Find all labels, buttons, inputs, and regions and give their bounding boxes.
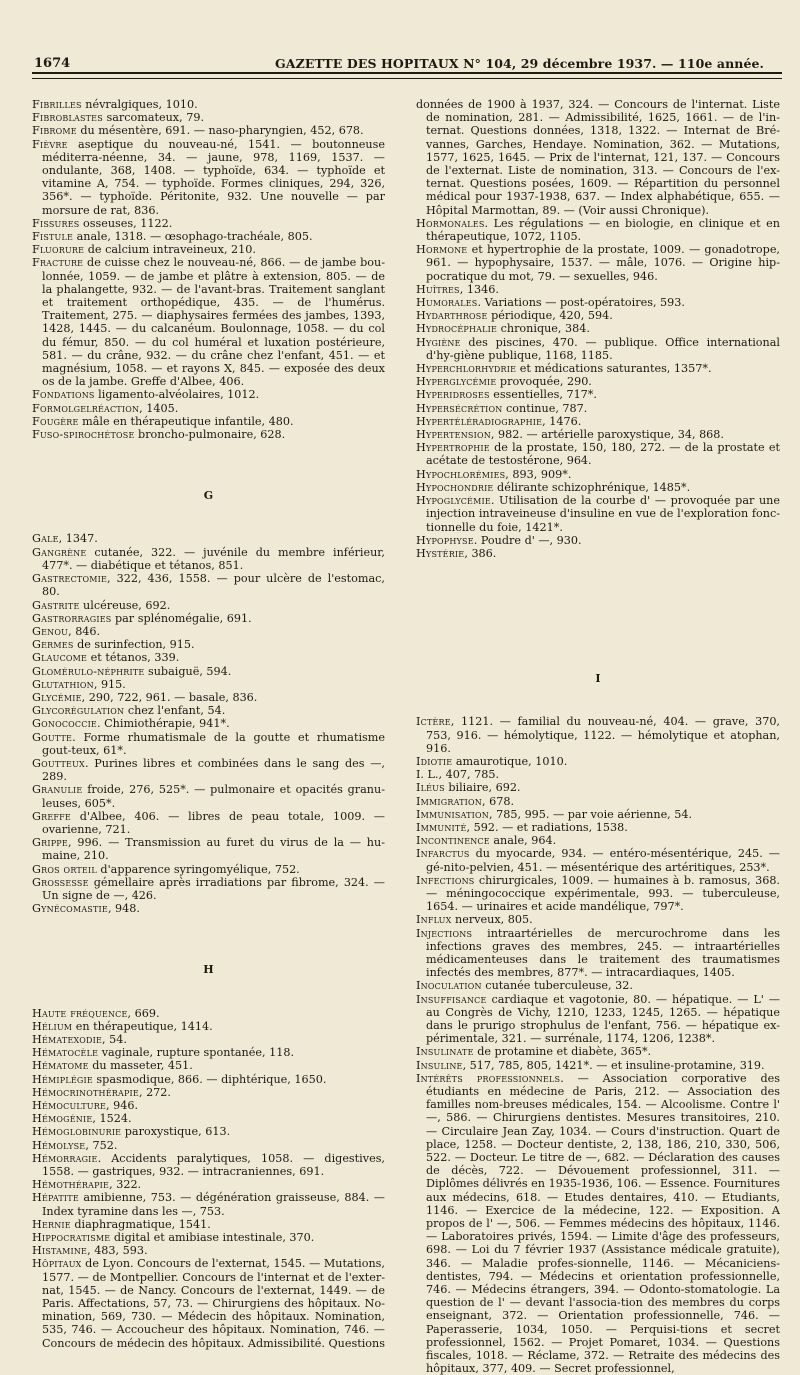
entry-text: . Accidents paralytiques, 1058. — digestives, 1558. — gastriques, 932. — intracraniennes, 691. bbox=[42, 1151, 385, 1179]
entry-heading: Immunisation bbox=[416, 807, 489, 821]
index-entry bbox=[416, 927, 780, 980]
entry-heading: Insuline bbox=[416, 1058, 463, 1072]
entry-text: mâle en thérapeutique infantile, 480. bbox=[78, 414, 294, 428]
index-entry bbox=[32, 572, 385, 598]
entry-heading: Inoculation bbox=[416, 979, 482, 993]
entry-heading: Fougère bbox=[32, 414, 79, 428]
entry-heading: Insulinate bbox=[416, 1045, 474, 1059]
entry-text: , 893, 909*. bbox=[505, 467, 572, 481]
index-entry bbox=[32, 863, 385, 876]
entry-heading: Glutathion bbox=[32, 677, 94, 691]
index-entry bbox=[416, 534, 780, 547]
entry-heading: Hôpitaux bbox=[32, 1257, 82, 1271]
entry-text: amibienne, 753. — dégénération graisseuse, 884. — Index tyramine dans les —, 753. bbox=[42, 1191, 385, 1218]
entry-heading: Glaucome bbox=[32, 651, 88, 665]
entry-heading: Hypoglycémie bbox=[416, 494, 491, 508]
entry-heading: Incontinence bbox=[416, 834, 490, 848]
entry-heading: Granulie bbox=[32, 783, 83, 797]
index-entry bbox=[416, 441, 780, 467]
entry-heading: Hélium bbox=[32, 1019, 73, 1033]
entry-text: . Utilisation de la courbe d' — provoquée par une injection intraveineuse d'insuline en vue de l'exploration fonc-tionnelle du foie, 1421*. bbox=[426, 494, 780, 534]
page-header bbox=[32, 52, 782, 74]
entry-heading: Gale bbox=[32, 532, 59, 546]
entry-text: aseptique du nouveau-né, 1541. — boutonneuse méditerra-néenne, 34. — jaune, 978, 1169, 1537. — ondulante, 368, 1408. — typhoïde, 634. — typhoïde et vitamine A, 754. — typhoïde. Formes cliniques, 294, 326, 356*. — typhoïde. Péritonite, 932. Une nouvelle — par morsure de rat, 836. bbox=[42, 137, 385, 217]
entry-heading: Gonococcie bbox=[32, 717, 97, 731]
entry-heading: Hystérie bbox=[416, 546, 465, 560]
entry-heading: Gangrène bbox=[32, 545, 87, 559]
entry-text: , 517, 785, 805, 1421*. — et insuline-protamine, 319. bbox=[462, 1058, 765, 1072]
entry-heading: Fuso-spirochétose bbox=[32, 428, 135, 442]
entry-text: cutanée, 322. — juvénile du membre inférieur, 477*. — diabétique et tétanos, 851. bbox=[42, 545, 385, 572]
index-entry bbox=[32, 1139, 385, 1152]
entry-heading: Fracture bbox=[32, 256, 84, 270]
entry-text: . Purines libres et combinées dans le sang des —, 289. bbox=[42, 756, 385, 784]
entry-text: chirurgicales, 1009. — humaines à b. ramosus, 368. — méningococcique expérimentale, 993. — tuberculeuse, 1654. — urinaires et acide mandélique, 797*. bbox=[426, 873, 780, 914]
entry-heading: Fibrilles bbox=[32, 98, 82, 111]
index-entry bbox=[32, 256, 385, 388]
entry-text: , 1121. — familial du nouveau-né, 404. — grave, 370, 753, 916. — hémolytique, 1122. — hémolytique et atophan, 916. bbox=[426, 715, 780, 755]
index-entry bbox=[32, 757, 385, 783]
entry-heading: Hyperchlorhydrie bbox=[416, 362, 517, 376]
entry-text: I. L., 407, 785. bbox=[416, 768, 500, 782]
entry-heading: Huîtres bbox=[416, 282, 460, 296]
entry-text: périodique, 420, 594. bbox=[487, 309, 613, 323]
entry-heading: Gynécomastie bbox=[32, 902, 108, 916]
entry-text: , 846. bbox=[68, 624, 101, 638]
entry-text: de cuisse chez le nouveau-né, 866. — de jambe bou-lonnée, 1059. — de jambe et plâtre à extension, 805. — de la phalangette, 932. — de l'avant-bras. Traitement sanglant et traitement orthopédique, 435. — de l'humérus. Traitement, 275. — diaphysaires fermées des jambes, 1393, 1428, 1445. — du calcanéum. Boulonnage, 1058. — du col du fémur, 850. — du col huméral et luxation postérieure, 581. — du crâne, 932. — du crâne chez l'enfant, 451. — et magnésium, 1058. — et rayons X, 845. — exposée des deux os de la jambe. Greffe d'Albee, 406. bbox=[42, 256, 385, 389]
entry-heading: Insuffisance bbox=[416, 992, 487, 1006]
section-h-continued bbox=[416, 98, 780, 560]
entry-heading: Hépatite bbox=[32, 1191, 79, 1205]
entry-heading: Haute fréquence bbox=[32, 1006, 128, 1020]
index-entry bbox=[416, 468, 780, 481]
index-entry bbox=[32, 111, 385, 124]
entry-heading: Goutte bbox=[32, 730, 73, 744]
index-entry bbox=[416, 1072, 780, 1375]
entry-heading: Hormone bbox=[416, 243, 468, 257]
index-entry bbox=[416, 98, 780, 217]
index-entry bbox=[32, 1046, 385, 1059]
index-entry bbox=[32, 1125, 385, 1138]
index-entry bbox=[32, 1152, 385, 1178]
index-entry bbox=[32, 1059, 385, 1072]
entry-text: , 592. — et radiations, 1538. bbox=[466, 820, 628, 834]
entry-heading: Fièvre bbox=[32, 137, 68, 151]
entry-heading: Fibrome bbox=[32, 124, 77, 138]
index-entry bbox=[32, 1112, 385, 1125]
entry-text: , 322. bbox=[109, 1178, 142, 1192]
entry-text: névralgiques, 1010. bbox=[81, 98, 198, 111]
entry-text: délirante schizophrénique, 1485*. bbox=[493, 480, 691, 494]
index-entry bbox=[32, 902, 385, 915]
index-entry bbox=[32, 532, 385, 545]
entry-heading: Hémoculture bbox=[32, 1099, 107, 1112]
entry-text: , 946. bbox=[106, 1099, 139, 1112]
index-entry bbox=[32, 1099, 385, 1112]
entry-text: de calcium intraveineux, 210. bbox=[84, 243, 256, 257]
entry-heading: Hygiène bbox=[416, 335, 461, 349]
entry-heading: Gastrectomie bbox=[32, 572, 108, 586]
index-entry bbox=[416, 428, 780, 441]
letter-heading-i: I bbox=[595, 672, 601, 686]
index-entry bbox=[416, 362, 780, 375]
entry-text: , 1346. bbox=[459, 282, 499, 296]
entry-heading: Hypertension bbox=[416, 428, 491, 442]
index-entry bbox=[32, 836, 385, 862]
index-entry bbox=[32, 138, 385, 217]
index-entry bbox=[416, 979, 780, 992]
entry-text: , 996. — Transmission au furet du virus de la — hu-maine, 210. bbox=[42, 836, 385, 863]
entry-heading: Infarctus bbox=[416, 847, 470, 861]
entry-text: . Chimiothérapie, 941*. bbox=[96, 717, 230, 731]
index-entry bbox=[416, 402, 780, 415]
entry-text: . Variations — post-opératoires, 593. bbox=[477, 296, 685, 310]
index-entry bbox=[32, 388, 385, 401]
entry-text: essentielles, 717*. bbox=[489, 388, 597, 402]
entry-heading: Infections bbox=[416, 873, 475, 887]
index-entry bbox=[416, 217, 780, 243]
entry-heading: Humorales bbox=[416, 296, 478, 310]
index-entry bbox=[416, 821, 780, 834]
index-entry bbox=[32, 665, 385, 678]
page-number: 1674 bbox=[34, 56, 71, 71]
index-entry bbox=[416, 309, 780, 322]
entry-text: des piscines, 470. — publique. Office international d'hy-giène publique, 1168, 1185. bbox=[426, 335, 780, 362]
entry-text: . — Association corporative des étudiants en médecine de Paris, 212. — Association des familles nom-breuses médicales, 154. — Alcoolisme. Contre l' —, 586. — Chirurgiens dentistes. Mesures transitoires, 210. — Circulaire Jean Zay, 1034. — Cours d'instruction. Quart de place, 1258. — Docteur dentiste, 2, 138, 186, 210, 330, 506, 522. — Docteur. Le titre de —, 682. — Déclaration des causes de décès, 722. — Dévouement professionnel, 311. — Diplômes délivrés en 1935-1936, 106. — Essence. Fournitures aux médecins, 618. — Etudes dentaires, 410. — Etudiants, 1146. — Exercice de la médecine, 122. — Exposition. A propos de l' —, 506. — Femmes médecins des hôpitaux, 1146. — Laboratoires privés, 1594. — Limite d'âge des professeurs, 698. — Loi du 7 février 1937 (Assistance médicale gratuite), 346. — Maladie profes-sionnelle, 1146. — Mécaniciens-dentistes, 794. — Médecins et orientation professionnelle, 746. — Médecins étrangers, 394. — Odonto-stomatologie. La question de l' — devant l'associa-tion des membres du corps enseignant, 372. — Orientation professionnelle, 746. — Paperasserie, 1034, 1050. — Perquisi-tions et secret professionnel, 1562. — Projet Pomaret, 1034. — Questions fiscales, 1018. — Réclame, 372. — Retraite des médecins des hôpitaux, 377, 409. — Secret professionnel, bbox=[426, 1071, 780, 1375]
index-entry bbox=[32, 599, 385, 612]
entry-text: , 678. bbox=[481, 794, 515, 808]
entry-heading: Hémiplégie bbox=[32, 1072, 93, 1086]
entry-text: anale, 964. bbox=[489, 834, 557, 848]
index-entry bbox=[416, 283, 780, 296]
index-entry bbox=[416, 1045, 780, 1058]
entry-text: , 54. bbox=[102, 1032, 127, 1046]
entry-text: , 1405. bbox=[139, 401, 179, 415]
entry-text: ligamento-alvéolaires, 1012. bbox=[94, 388, 260, 402]
entry-heading: Hémogénie bbox=[32, 1112, 93, 1126]
entry-heading: Glycémie bbox=[32, 690, 82, 704]
index-entry bbox=[32, 651, 385, 664]
entry-heading: Hernie bbox=[32, 1217, 71, 1231]
header-rule bbox=[32, 78, 782, 79]
index-entry bbox=[32, 704, 385, 717]
entry-heading: Hypertrophie bbox=[416, 441, 490, 455]
entry-heading: Fistule bbox=[32, 230, 74, 244]
entry-heading: Glycorégulation bbox=[32, 704, 125, 718]
entry-text: subaiguë, 594. bbox=[144, 664, 232, 678]
index-entry bbox=[416, 322, 780, 335]
entry-text: , 1524. bbox=[92, 1112, 132, 1126]
entry-text: du masseter, 451. bbox=[88, 1059, 193, 1073]
index-entry bbox=[32, 402, 385, 415]
entry-text: amaurotique, 1010. bbox=[452, 754, 568, 768]
entry-heading: Ictère bbox=[416, 715, 451, 729]
entry-text: anale, 1318. — œsophago-trachéale, 805. bbox=[73, 230, 313, 244]
entry-heading: Hémocrinothérapie bbox=[32, 1085, 139, 1099]
entry-text: d'Albee, 406. — libres de peau totale, 1009. — ovarienne, 721. bbox=[42, 809, 385, 836]
entry-heading: Grippe bbox=[32, 836, 68, 850]
entry-text: de surinfection, 915. bbox=[73, 638, 195, 652]
entry-heading: Hormonales bbox=[416, 216, 485, 230]
entry-text: de la prostate, 150, 180, 272. — de la prostate et acétate de testostérone, 964. bbox=[426, 441, 780, 468]
entry-heading: Goutteux bbox=[32, 756, 85, 770]
entry-heading: Iléus bbox=[416, 781, 445, 795]
entry-heading: Hématocèle bbox=[32, 1046, 99, 1060]
entry-heading: Glomérulo-néphrite bbox=[32, 664, 145, 678]
entry-text: cutanée tuberculeuse, 32. bbox=[481, 979, 633, 993]
entry-text: provoquée, 290. bbox=[496, 375, 592, 389]
index-entry bbox=[32, 415, 385, 428]
entry-text: , 669. bbox=[127, 1006, 160, 1020]
entry-text: . Les régulations — en biologie, en clinique et en thérapeutique, 1072, 1105. bbox=[426, 216, 780, 244]
entry-heading: Genou bbox=[32, 624, 69, 638]
index-entry bbox=[416, 1059, 780, 1072]
entry-heading: Idiotie bbox=[416, 754, 453, 768]
entry-text: de Lyon. Concours de l'externat, 1545. — Mutations, 1577. — de Montpellier. Concours de l'internat et de l'exter-nat, 1545. — de Nancy. Concours de l'externat, 1449. — de Paris. Affectations, 57, 73. — Chirurgiens des hôpitaux. No-mination, 569, 730. — Médecin des hôpitaux. Nomination, 535, 746. — Accoucheur des hôpitaux. Nomination, 746. — Concours de médecin des hôpitaux. Admissibilité. Questions bbox=[42, 1257, 385, 1350]
entry-heading: Immigration bbox=[416, 794, 482, 808]
entry-text: . Poudre d' —, 930. bbox=[473, 533, 582, 547]
entry-heading: Hyperidroses bbox=[416, 388, 490, 402]
entry-text: chronique, 384. bbox=[497, 322, 590, 336]
index-entry bbox=[416, 795, 780, 808]
entry-text: , 272. bbox=[138, 1085, 171, 1099]
letter-heading-h: H bbox=[203, 963, 214, 977]
entry-heading: Hématexodie bbox=[32, 1032, 103, 1046]
index-entry bbox=[32, 1020, 385, 1033]
index-entry bbox=[32, 625, 385, 638]
entry-heading: Hypochondrie bbox=[416, 480, 494, 494]
entry-heading: Gastrorragies bbox=[32, 611, 112, 625]
index-entry bbox=[32, 98, 385, 111]
entry-heading: Histamine bbox=[32, 1244, 88, 1258]
entry-text: sarcomateux, 79. bbox=[102, 111, 205, 125]
index-entry bbox=[416, 781, 780, 794]
entry-heading: Fluorure bbox=[32, 243, 85, 257]
index-entry bbox=[416, 755, 780, 768]
section-i bbox=[416, 715, 780, 1375]
entry-heading: Immunité bbox=[416, 820, 467, 834]
entry-text: et médications saturantes, 1357*. bbox=[516, 362, 712, 376]
entry-text: de protamine et diabète, 365*. bbox=[473, 1045, 652, 1059]
right-column bbox=[416, 98, 780, 1375]
index-entry bbox=[416, 547, 780, 560]
entry-text: paroxystique, 613. bbox=[121, 1125, 231, 1139]
entry-text: spasmodique, 866. — diphtérique, 1650. bbox=[92, 1072, 327, 1086]
entry-text: nerveux, 805. bbox=[451, 913, 533, 927]
index-entry bbox=[416, 808, 780, 821]
entry-text: en thérapeutique, 1414. bbox=[72, 1019, 213, 1033]
index-entry bbox=[416, 874, 780, 914]
entry-text: cardiaque et vagotonie, 80. — hépatique. — L' — au Congrès de Vichy, 1210, 1233, 1245, 1265. — hépatique dans le prurigo strophulus de l'enfant, 756. — hépatique ex-périmentale, 321. — surrénale, 1174, 1206, 1238*. bbox=[426, 992, 780, 1046]
index-entry bbox=[32, 810, 385, 836]
entry-text: , 290, 722, 961. — basale, 836. bbox=[81, 690, 258, 704]
index-entry bbox=[32, 546, 385, 572]
entry-text: , 386. bbox=[464, 546, 497, 560]
entry-text: , 785, 995. — par voie aérienne, 54. bbox=[488, 807, 693, 821]
entry-heading: Hippocratisme bbox=[32, 1231, 111, 1245]
entry-heading: Hypersécrétion bbox=[416, 401, 503, 415]
entry-heading: Influx bbox=[416, 913, 452, 927]
entry-text: d'apparence syringomyélique, 752. bbox=[96, 862, 300, 876]
entry-text: , 915. bbox=[93, 677, 126, 691]
entry-text: continue, 787. bbox=[502, 401, 588, 415]
index-entry bbox=[416, 494, 780, 534]
index-entry bbox=[32, 691, 385, 704]
index-entry bbox=[32, 731, 385, 757]
index-entry bbox=[416, 415, 780, 428]
index-entry bbox=[32, 230, 385, 243]
entry-text: , 982. — artérielle paroxystique, 34, 868. bbox=[490, 428, 724, 442]
entry-heading: Gastrite bbox=[32, 598, 80, 612]
index-entry bbox=[416, 913, 780, 926]
index-entry bbox=[32, 1033, 385, 1046]
section-f bbox=[32, 98, 385, 441]
entry-text: , 483, 593. bbox=[87, 1244, 148, 1258]
section-h bbox=[32, 1007, 385, 1350]
index-entry bbox=[32, 678, 385, 691]
index-entry bbox=[32, 1231, 385, 1244]
entry-heading: Hémolyse bbox=[32, 1138, 86, 1152]
entry-text: intraartérielles de mercurochrome dans les infections graves des membres, 245. — intraartérielles médicamenteuses dans le traitement des traumatismes infectés des membres, 877*. — intracardiaques, 1405. bbox=[426, 926, 780, 980]
entry-text: , 948. bbox=[107, 902, 140, 916]
entry-heading: Grossesse bbox=[32, 875, 89, 889]
entry-text: diaphragmatique, 1541. bbox=[70, 1217, 211, 1231]
entry-heading: Hématome bbox=[32, 1059, 89, 1073]
index-entry bbox=[32, 1244, 385, 1257]
entry-text: broncho-pulmonaire, 628. bbox=[134, 428, 286, 442]
entry-text: et tétanos, 339. bbox=[87, 651, 180, 665]
index-entry bbox=[416, 847, 780, 873]
entry-text: , 1347. bbox=[58, 532, 98, 546]
entry-heading: Gros orteil bbox=[32, 862, 97, 876]
index-entry bbox=[32, 243, 385, 256]
entry-text: données de 1900 à 1937, 324. — Concours de l'internat. Liste de nomination, 281. — Admissibilité, 1625, 1661. — de l'in-ternat. Questions données, 1318, 1322. — Internat de Bré-vannes, Garches, Hendaye. Nomination, 362. — Mutations, 1577, 1625, 1645. — Prix de l'internat, 121, 137. — Concours de l'externat. Liste de nomination, 313. — Concours de l'ex-ternat. Questions posées, 1609. — Répartition du personnel médical pour 1937-1938, 637. — Index alphabétique, 655. — Hôpital Marmottan, 89. — (Voir aussi Chronique). bbox=[416, 98, 780, 217]
index-entry bbox=[32, 717, 385, 730]
entry-text: chez l'enfant, 54. bbox=[124, 704, 226, 718]
index-entry bbox=[416, 715, 780, 755]
entry-text: vaginale, rupture spontanée, 118. bbox=[98, 1046, 295, 1060]
entry-heading: Formolgelréaction bbox=[32, 401, 140, 415]
entry-text: biliaire, 692. bbox=[444, 781, 521, 795]
entry-text: et hypertrophie de la prostate, 1009. — gonadotrope, 961. — hypophysaire, 1537. — mâle, 1076. — Origine hip-pocratique du mot, 79. — sexuelles, 946. bbox=[426, 243, 780, 283]
entry-text: , 752. bbox=[85, 1138, 118, 1152]
index-entry bbox=[416, 768, 780, 781]
index-entry bbox=[32, 1073, 385, 1086]
index-entry bbox=[416, 336, 780, 362]
index-entry bbox=[32, 783, 385, 809]
entry-heading: Hypochlorémies bbox=[416, 467, 506, 481]
index-entry bbox=[416, 243, 780, 283]
index-entry bbox=[416, 388, 780, 401]
index-entry bbox=[32, 1218, 385, 1231]
index-entry bbox=[32, 428, 385, 441]
entry-heading: Hypophyse bbox=[416, 533, 474, 547]
index-entry bbox=[32, 638, 385, 651]
index-entry bbox=[416, 375, 780, 388]
entry-text: gémellaire après irradiations par fibrome, 324. — Un signe de —, 426. bbox=[42, 875, 385, 902]
entry-heading: Hydrocéphalie bbox=[416, 322, 498, 336]
entry-text: froide, 276, 525*. — pulmonaire et opacités granu-leuses, 605*. bbox=[42, 783, 385, 810]
entry-text: du mésentère, 691. — naso-pharyngien, 452, 678. bbox=[76, 124, 364, 138]
index-entry bbox=[32, 217, 385, 230]
index-entry bbox=[32, 876, 385, 902]
entry-text: ulcéreuse, 692. bbox=[79, 598, 171, 612]
entry-heading: Hémothérapie bbox=[32, 1178, 110, 1192]
section-g bbox=[32, 532, 385, 915]
entry-text: par splénomégalie, 691. bbox=[111, 611, 252, 625]
entry-text: . Forme rhumatismale de la goutte et rhumatisme gout-teux, 61*. bbox=[42, 730, 385, 757]
entry-heading: Hémoglobinurie bbox=[32, 1125, 122, 1139]
entry-heading: Hémorragie bbox=[32, 1151, 98, 1165]
index-entry bbox=[416, 834, 780, 847]
index-entry bbox=[32, 124, 385, 137]
entry-text: , 1476. bbox=[542, 414, 582, 428]
entry-heading: Fissures bbox=[32, 216, 80, 230]
entry-text: du myocarde, 934. — entéro-mésentérique, 245. — gé-nito-pelvien, 451. — mésentérique des artéritiques, 253*. bbox=[426, 847, 780, 874]
left-column bbox=[32, 98, 385, 1350]
letter-heading-g: G bbox=[203, 489, 214, 503]
index-entry bbox=[32, 1257, 385, 1349]
entry-heading: Injections bbox=[416, 926, 473, 940]
entry-text: digital et amibiase intestinale, 370. bbox=[110, 1231, 315, 1245]
index-entry bbox=[32, 1086, 385, 1099]
entry-heading: Hydarthrose bbox=[416, 309, 488, 323]
entry-heading: Intérêts professionnels bbox=[416, 1071, 561, 1085]
index-entry bbox=[32, 612, 385, 625]
index-entry bbox=[416, 993, 780, 1046]
entry-text: osseuses, 1122. bbox=[79, 216, 173, 230]
entry-heading: Fibroblastes bbox=[32, 111, 103, 125]
entry-heading: Germes bbox=[32, 638, 74, 652]
entry-heading: Hyperglycémie bbox=[416, 375, 497, 389]
entry-heading: Hypertéléradiographie bbox=[416, 414, 543, 428]
index-entry bbox=[416, 296, 780, 309]
index-entry bbox=[32, 1007, 385, 1020]
entry-heading: Greffe bbox=[32, 809, 71, 823]
entry-heading: Fondations bbox=[32, 388, 95, 402]
index-entry bbox=[416, 481, 780, 494]
entry-text: , 322, 436, 1558. — pour ulcère de l'estomac, 80. bbox=[42, 572, 385, 599]
index-entry bbox=[32, 1191, 385, 1217]
running-title: GAZETTE DES HOPITAUX N° 104, 29 décembre 1937. — 110e année. bbox=[275, 56, 764, 71]
